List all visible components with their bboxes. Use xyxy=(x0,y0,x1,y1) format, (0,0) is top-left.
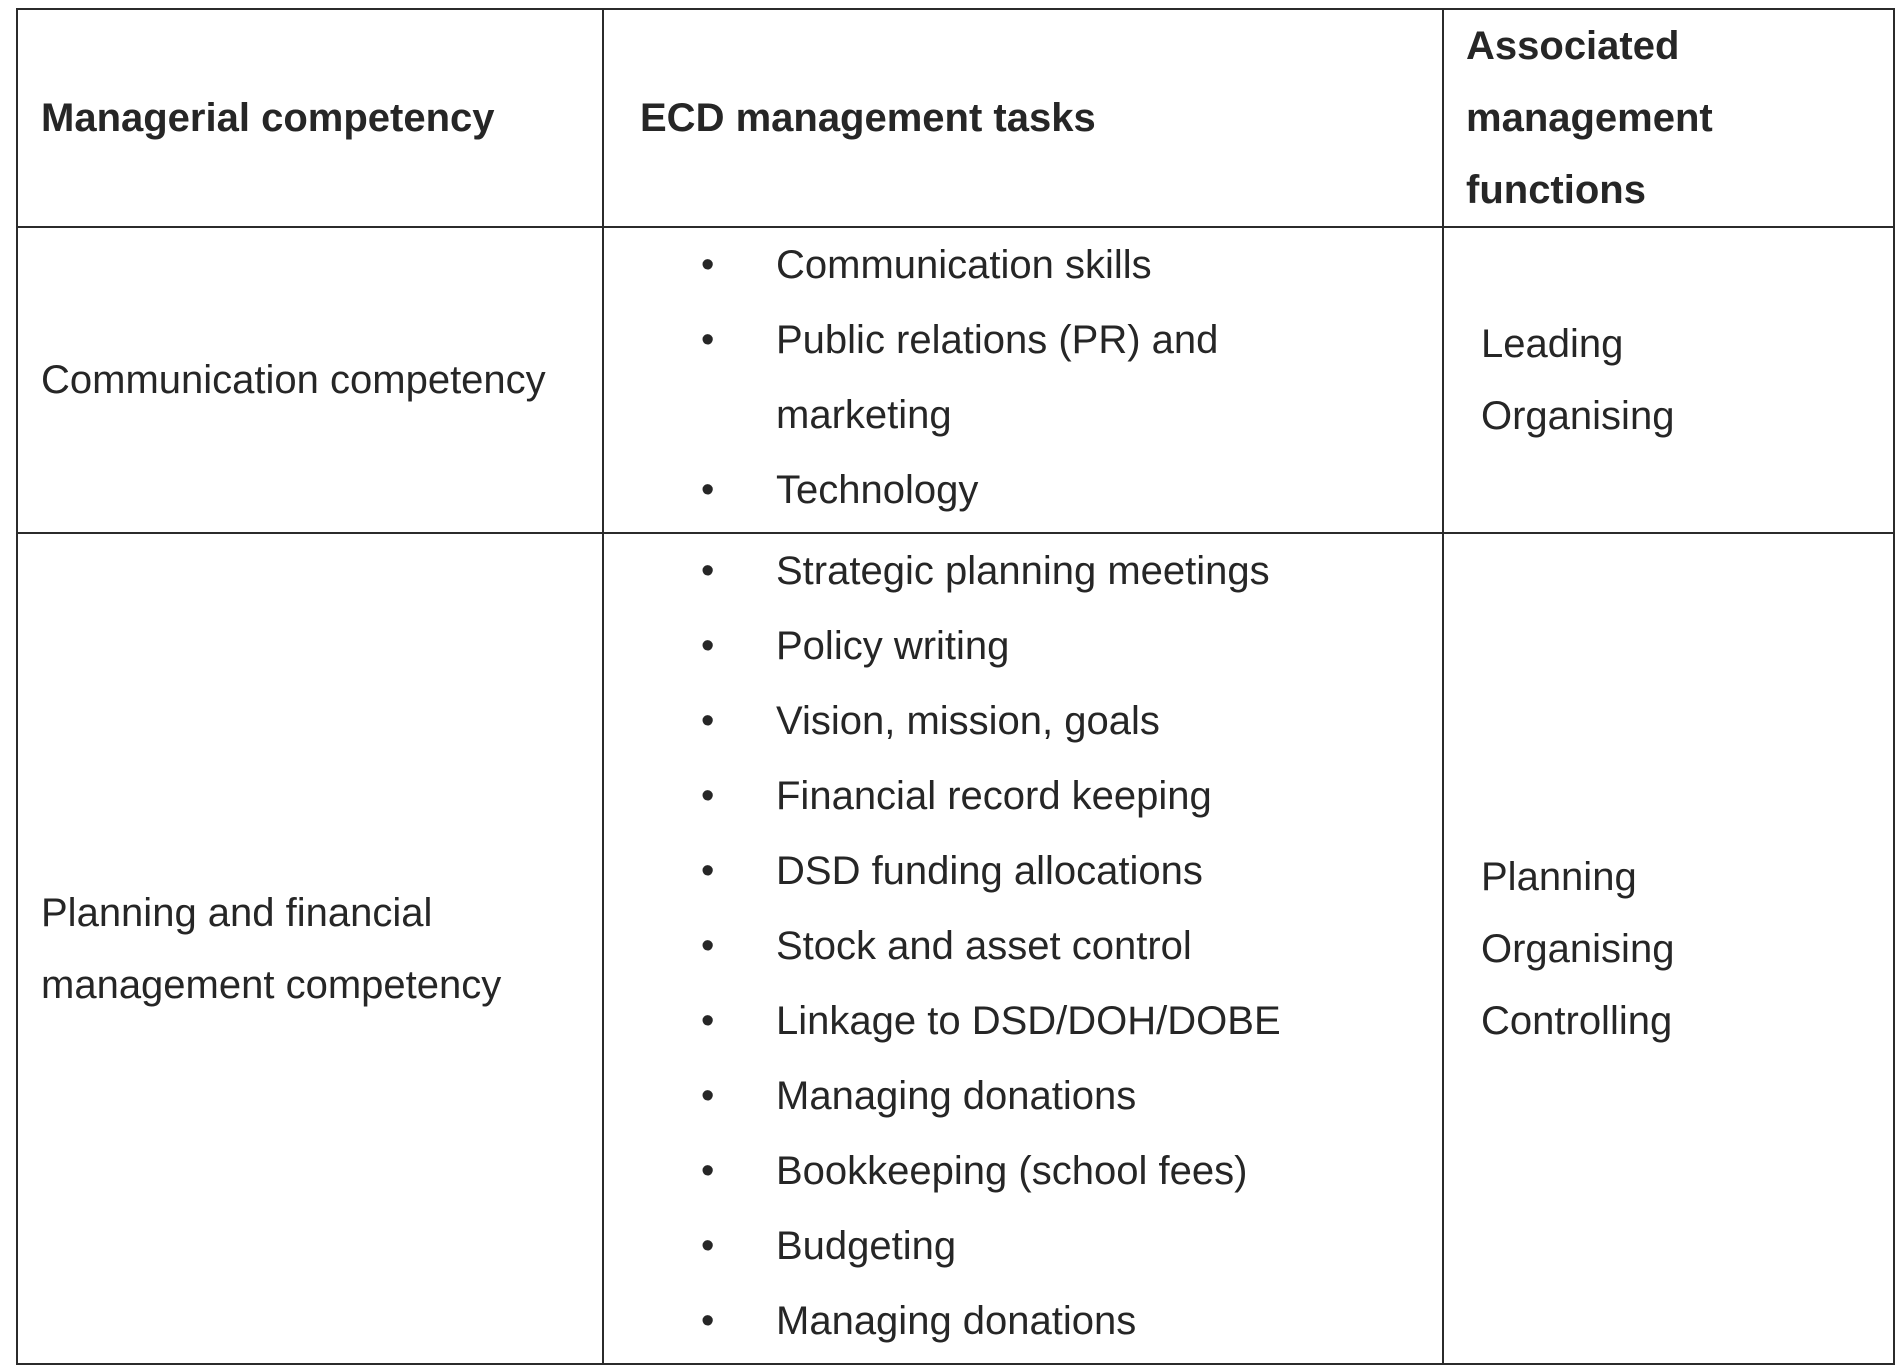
header-associated-management-functions xyxy=(1443,9,1894,227)
list-item xyxy=(604,1134,1442,1209)
list-item xyxy=(604,1209,1442,1284)
bullet-icon: • xyxy=(701,1150,715,1192)
function-label: Leading xyxy=(1481,322,1624,366)
header-label: Managerial competency xyxy=(41,96,495,140)
task-list xyxy=(604,534,1442,1359)
header-label: Associated management functions xyxy=(1466,24,1713,212)
table-row xyxy=(17,227,1894,533)
task-label: Linkage to DSD/DOH/DOBE xyxy=(776,999,1281,1043)
task-label: Communication skills xyxy=(776,243,1152,287)
list-item xyxy=(604,984,1442,1059)
list-item xyxy=(604,609,1442,684)
table-header-row xyxy=(17,9,1894,227)
bullet-icon: • xyxy=(701,625,715,667)
competency-label: Communication competency xyxy=(41,358,546,402)
bullet-icon: • xyxy=(701,319,715,361)
task-label: Bookkeeping (school fees) xyxy=(776,1149,1248,1193)
competency-cell xyxy=(17,227,603,533)
bullet-icon: • xyxy=(701,244,715,286)
function-label: Planning xyxy=(1481,854,1637,899)
function-label: Organising xyxy=(1481,926,1675,971)
task-label: Budgeting xyxy=(776,1224,957,1268)
competency-cell xyxy=(17,533,603,1364)
list-item xyxy=(604,759,1442,834)
list-item xyxy=(604,834,1442,909)
list-item xyxy=(604,909,1442,984)
function-label: Controlling xyxy=(1481,998,1673,1043)
task-label: Technology xyxy=(776,468,979,512)
task-list xyxy=(604,228,1442,528)
list-item xyxy=(604,303,1442,453)
bullet-icon: • xyxy=(701,850,715,892)
bullet-icon: • xyxy=(701,700,715,742)
bullet-icon: • xyxy=(701,925,715,967)
task-label: Managing donations xyxy=(776,1074,1137,1118)
task-label: Managing donations xyxy=(776,1299,1137,1343)
list-item xyxy=(604,1059,1442,1134)
bullet-icon: • xyxy=(701,1300,715,1342)
function-label: Organising xyxy=(1481,394,1675,438)
task-label: Strategic planning meetings xyxy=(776,549,1270,593)
task-label: Financial record keeping xyxy=(776,774,1212,818)
task-label: Vision, mission, goals xyxy=(776,699,1160,743)
table-row xyxy=(17,533,1894,1364)
tasks-cell xyxy=(603,533,1443,1364)
task-label: Public relations (PR) and marketing xyxy=(776,318,1219,437)
functions-cell xyxy=(1443,533,1894,1364)
list-item xyxy=(604,228,1442,303)
tasks-cell xyxy=(603,227,1443,533)
task-label: Policy writing xyxy=(776,624,1010,668)
list-item xyxy=(604,534,1442,609)
task-label: DSD funding allocations xyxy=(776,849,1203,893)
competency-table xyxy=(16,8,1895,1365)
bullet-icon: • xyxy=(701,1225,715,1267)
bullet-icon: • xyxy=(701,1000,715,1042)
functions-cell xyxy=(1443,227,1894,533)
header-ecd-management-tasks xyxy=(603,9,1443,227)
list-item xyxy=(604,1284,1442,1359)
header-managerial-competency xyxy=(17,9,603,227)
header-label: ECD management tasks xyxy=(640,96,1096,140)
bullet-icon: • xyxy=(701,1075,715,1117)
bullet-icon: • xyxy=(701,469,715,511)
bullet-icon: • xyxy=(701,775,715,817)
list-item xyxy=(604,453,1442,528)
competency-label: Planning and financial management competency xyxy=(41,890,502,1007)
task-label: Stock and asset control xyxy=(776,924,1192,968)
bullet-icon: • xyxy=(701,550,715,592)
list-item xyxy=(604,684,1442,759)
